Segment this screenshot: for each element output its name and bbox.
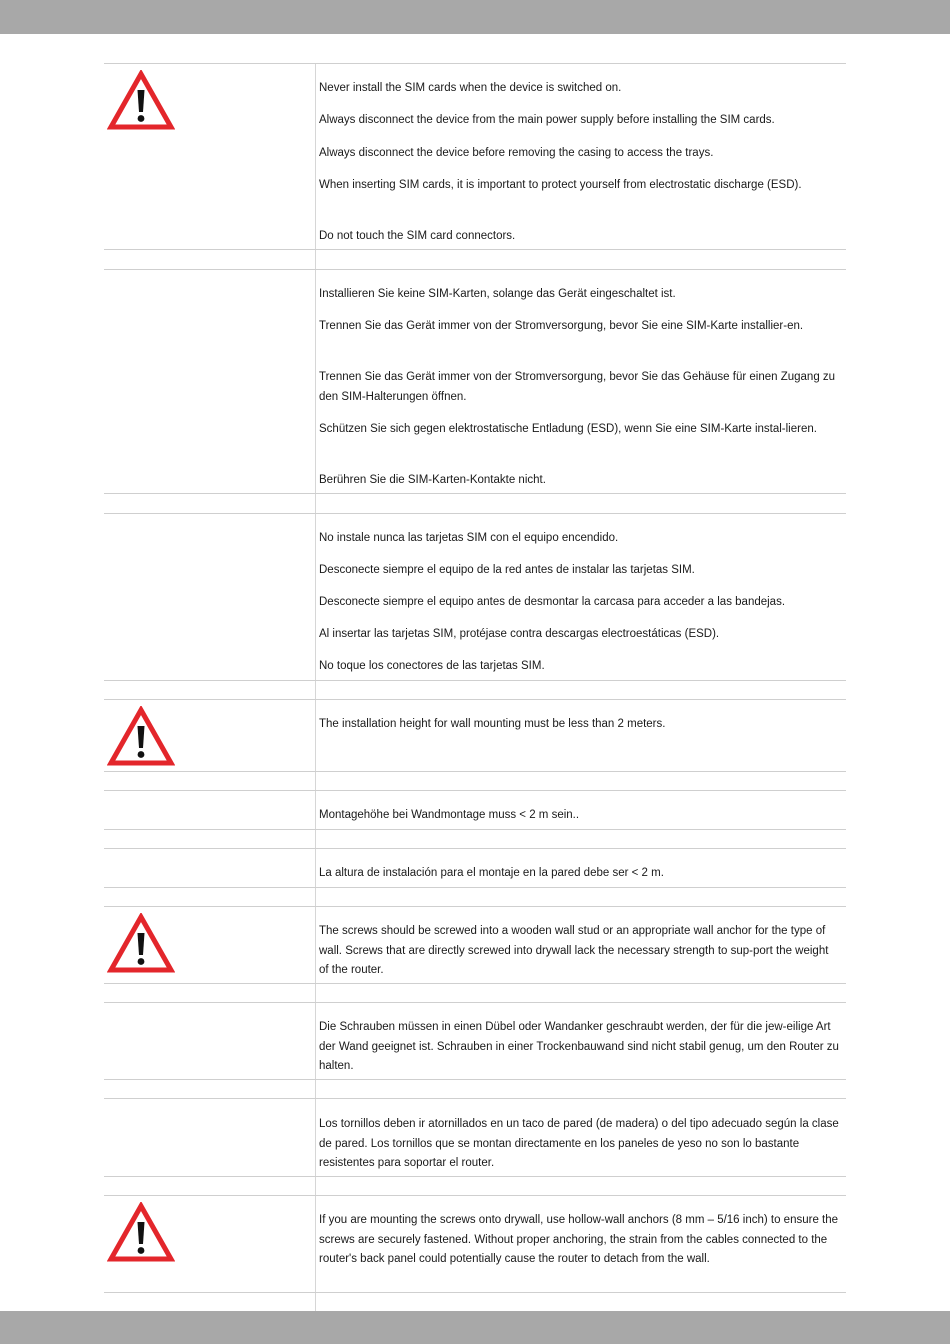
warning-text: Trennen Sie das Gerät immer von der Stromversorgung, bevor Sie das Gehäuse für einen Zugang zu den SIM-Halterungen öffnen. bbox=[319, 371, 836, 403]
column-divider bbox=[315, 63, 316, 1311]
warning-text: When inserting SIM cards, it is important to protect yourself from electrostatic discharge (ESD). bbox=[319, 179, 802, 191]
warning-text: The screws should be screwed into a wooden wall stud or an appropriate wall anchor for the type of wall. Screws that are directly screwed into drywall lack the necessary strength to sup-port the weight of the router. bbox=[319, 925, 829, 976]
warning-text: La altura de instalación para el montaje en la pared debe ser < 2 m. bbox=[319, 867, 664, 879]
warning-text: Always disconnect the device before removing the casing to access the trays. bbox=[319, 147, 714, 159]
warning-text: Schützen Sie sich gegen elektrostatische Entladung (ESD), wenn Sie eine SIM-Karte instal-lieren. bbox=[319, 423, 817, 435]
warning-text: Los tornillos deben ir atornillados en un taco de pared (de madera) o del tipo adecuado según la clase de pared. Los tornillos que se montan directamente en los paneles de yeso no son lo bastante resistentes para soportar el router. bbox=[319, 1118, 839, 1169]
table-rule bbox=[104, 493, 846, 494]
warning-text: Al insertar las tarjetas SIM, protéjase contra descargas electroestáticas (ESD). bbox=[319, 628, 720, 640]
warning-text: Never install the SIM cards when the device is switched on. bbox=[319, 82, 622, 94]
warning-text: Die Schrauben müssen in einen Dübel oder Wandanker geschraubt werden, der für die jew-eilige Art der Wand geeignet ist. Schrauben in einer Trockenbauwand sind nicht stabil genug, um den Router zu halten. bbox=[319, 1021, 839, 1072]
table-rule bbox=[104, 1098, 846, 1099]
warning-text: Always disconnect the device from the main power supply before installing the SIM cards. bbox=[319, 114, 775, 126]
warning-triangle-icon bbox=[107, 706, 175, 766]
table-rule bbox=[104, 680, 846, 681]
table-rule bbox=[104, 829, 846, 830]
warning-triangle-icon bbox=[107, 1202, 175, 1262]
table-rule bbox=[104, 771, 846, 772]
warning-text: The installation height for wall mounting must be less than 2 meters. bbox=[319, 718, 666, 730]
warning-text: Installieren Sie keine SIM-Karten, solange das Gerät eingeschaltet ist. bbox=[319, 288, 676, 300]
warning-text: No toque los conectores de las tarjetas SIM. bbox=[319, 660, 545, 672]
table-rule bbox=[104, 249, 846, 250]
table-rule bbox=[104, 983, 846, 984]
warning-text: Do not touch the SIM card connectors. bbox=[319, 230, 516, 242]
table-rule bbox=[104, 848, 846, 849]
page-footer-bar bbox=[0, 1311, 950, 1344]
table-rule bbox=[104, 887, 846, 888]
warning-text: Desconecte siempre el equipo de la red antes de instalar las tarjetas SIM. bbox=[319, 564, 695, 576]
warning-text: No instale nunca las tarjetas SIM con el equipo encendido. bbox=[319, 532, 619, 544]
page-header-bar bbox=[0, 0, 950, 34]
table-rule bbox=[104, 1002, 846, 1003]
table-rule bbox=[104, 1292, 846, 1293]
warning-triangle-icon bbox=[107, 70, 175, 130]
warning-triangle-icon bbox=[107, 913, 175, 973]
warning-text: Montagehöhe bei Wandmontage muss < 2 m sein.. bbox=[319, 809, 580, 821]
table-rule bbox=[104, 1079, 846, 1080]
table-rule bbox=[104, 906, 846, 907]
table-rule bbox=[104, 269, 846, 270]
table-rule bbox=[104, 790, 846, 791]
warning-text: Trennen Sie das Gerät immer von der Stromversorgung, bevor Sie eine SIM-Karte installier-en. bbox=[319, 320, 804, 332]
table-rule bbox=[104, 513, 846, 514]
table-rule bbox=[104, 699, 846, 700]
table-rule bbox=[104, 63, 846, 64]
warning-text: Berühren Sie die SIM-Karten-Kontakte nicht. bbox=[319, 474, 546, 486]
warning-text: Desconecte siempre el equipo antes de desmontar la carcasa para acceder a las bandejas. bbox=[319, 596, 786, 608]
table-rule bbox=[104, 1195, 846, 1196]
table-rule bbox=[104, 1176, 846, 1177]
warning-text: If you are mounting the screws onto drywall, use hollow-wall anchors (8 mm – 5/16 inch) to ensure the screws are securely fastened. Without proper anchoring, the strain from the cables connected to the router's back panel could potentially cause the router to detach from the wall. bbox=[319, 1214, 839, 1265]
